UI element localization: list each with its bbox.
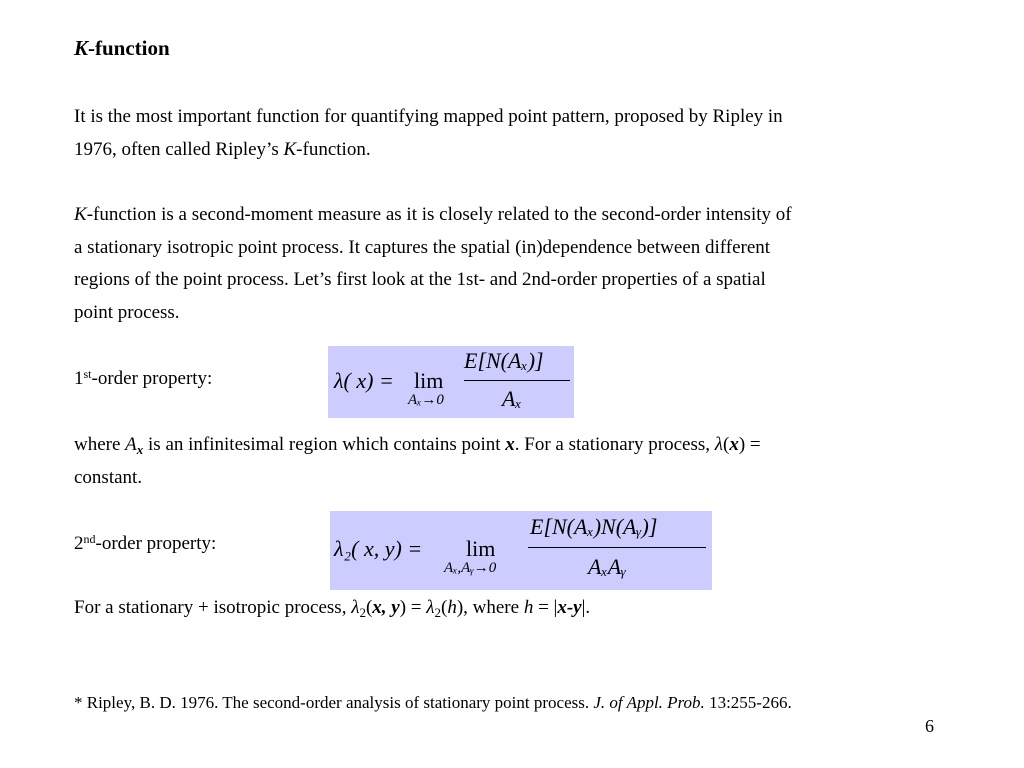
iso-pre: For a stationary + isotropic process, — [74, 597, 352, 618]
second-order-fraction-bar — [528, 547, 706, 548]
second-order-num: 2 — [74, 533, 84, 554]
where-a: A — [125, 434, 137, 455]
first-order-label — [74, 368, 212, 390]
first-order-denominator: Aₓ — [502, 386, 522, 411]
iso-two: 2 — [359, 605, 366, 620]
footnote-pages: 13:255-266. — [704, 693, 792, 712]
footnote-text: * Ripley, B. D. 1976. The second-order analysis of stationary point process. — [74, 693, 594, 712]
iso-eq2: = | — [533, 597, 558, 618]
second-order-numerator: E[N(Aₓ)N(Aᵧ)] — [530, 514, 658, 539]
second-moment-line-4: point process. — [74, 301, 180, 323]
second-moment-line-2: a stationary isotropic point process. It captures the spatial (in)dependence between different — [74, 236, 771, 258]
where-pre: where — [74, 434, 126, 455]
where-post1: . For a stationary process, — [514, 434, 715, 455]
intro-line-2-pre: 1976, often called Ripley’s — [74, 138, 284, 160]
second-moment-line-3: regions of the point process. Let’s first look at the 1st- and 2nd-order properties of a spatial — [74, 269, 766, 290]
second-order-text: -order property: — [95, 533, 217, 554]
iso-xy: x-y — [557, 597, 582, 618]
first-order-numerator: E[N(Aₓ)] — [464, 348, 544, 373]
title-rest: -function — [88, 36, 170, 60]
second-moment-k: K — [74, 204, 87, 225]
where-a-sub: x — [136, 442, 144, 457]
first-order-fraction-bar — [464, 380, 570, 381]
where-x: x — [505, 434, 515, 455]
isotropic-line: For a stationary + isotropic process, $\lambda_2(x$, $y) = \lambda_2(h)$, where h = |x-y|. — [74, 597, 591, 620]
iso-h: h — [447, 597, 457, 618]
intro-line-1: It is the most important function for quantifying mapped point pattern, proposed by Ripley in — [74, 106, 783, 127]
iso-lambda: λ — [351, 597, 360, 618]
intro-k: K — [283, 138, 297, 160]
iso-eq: ) = — [399, 597, 427, 618]
where-paren: ( — [723, 434, 730, 455]
first-order-text: -order property: — [91, 368, 213, 389]
second-order-lhs: λ₂( x, y) = — [334, 536, 423, 561]
iso-end: |. — [581, 597, 591, 618]
second-order-lim-sub: Aₓ,Aᵧ→0 — [444, 560, 497, 576]
second-order-formula — [330, 511, 712, 590]
iso-h2: h — [523, 597, 534, 618]
first-order-num: 1 — [74, 368, 84, 389]
where-post2: ) = — [738, 434, 761, 455]
footnote — [74, 693, 792, 713]
title-k: K — [74, 36, 89, 60]
where-x2: x — [729, 434, 739, 455]
iso-where: ), where — [456, 597, 524, 618]
where-lambda: λ — [714, 434, 723, 455]
intro-line-2 — [74, 134, 954, 167]
second-order-lim: lim — [466, 536, 496, 561]
iso-two2: 2 — [434, 605, 441, 620]
intro-line-2-post: -function. — [296, 138, 371, 160]
second-order-sup: nd — [83, 532, 96, 546]
first-order-lim: lim — [414, 368, 444, 393]
second-moment-line-1 — [74, 199, 954, 232]
footnote-journal: J. of Appl. Prob. — [593, 693, 705, 712]
iso-args: x, y — [372, 597, 400, 618]
where-line-1 — [74, 429, 954, 462]
first-order-formula — [328, 346, 574, 418]
first-order-sup: st — [83, 367, 92, 381]
second-order-label — [74, 533, 216, 555]
where-line-2: constant. — [74, 466, 143, 488]
first-order-lhs: λ( x) = — [334, 368, 394, 393]
iso-lambda2: λ — [426, 597, 435, 618]
second-moment-line-1-rest: -function is a second-moment measure as it is closely related to the second-order intensity of — [86, 204, 792, 225]
second-order-denominator: AₓAᵧ — [588, 554, 627, 579]
first-order-lim-sub: Aₓ→0 — [408, 392, 444, 408]
where-mid: is an infinitesimal region which contains point — [143, 434, 506, 455]
second-moment-paragraph — [74, 199, 954, 329]
where-paragraph — [74, 429, 954, 494]
page-number: 6 — [925, 716, 934, 736]
intro-paragraph — [74, 101, 954, 166]
page-title — [74, 36, 170, 61]
